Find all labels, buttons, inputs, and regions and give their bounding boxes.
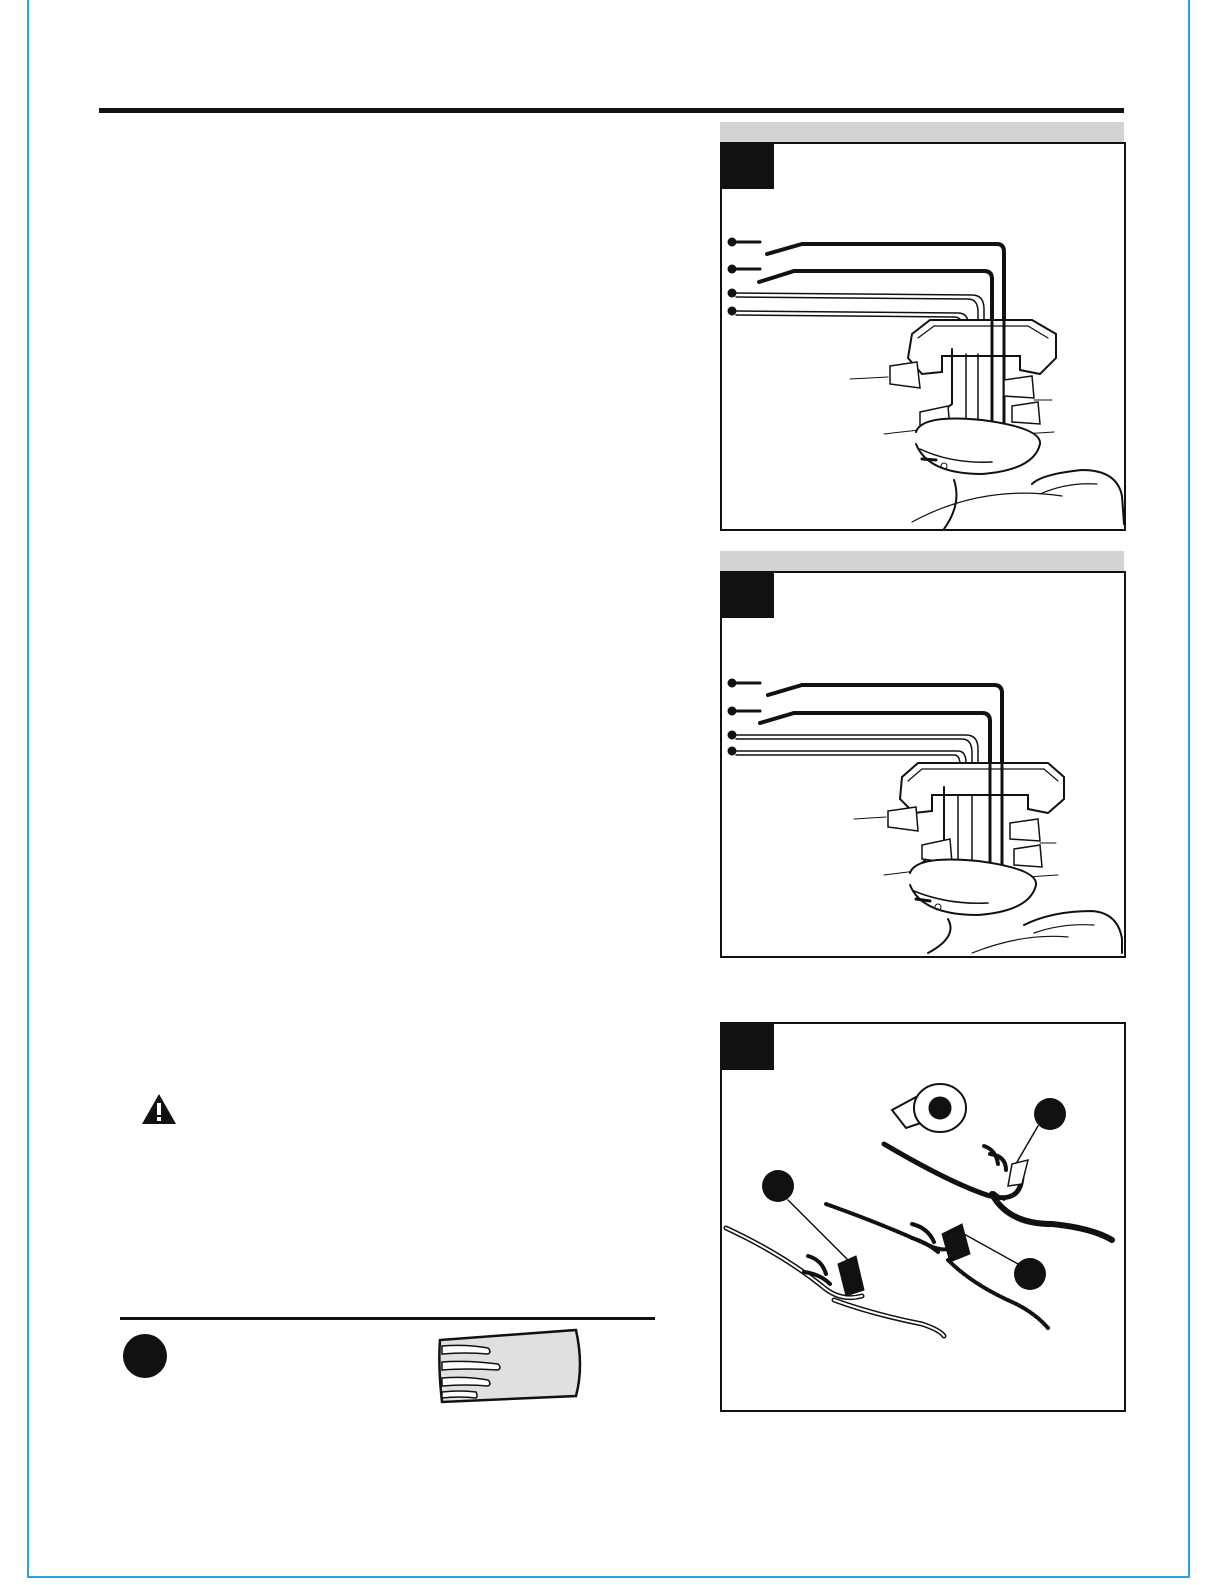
warning-triangle-icon bbox=[140, 1092, 178, 1126]
figure-header-bar bbox=[720, 122, 1124, 142]
wiring-figure-middle bbox=[720, 571, 1126, 958]
wire-connector-icon bbox=[436, 1326, 584, 1408]
hardware-section-rule bbox=[120, 1317, 655, 1320]
hardware-bullet-icon bbox=[123, 1334, 167, 1378]
ceiling-fan-wiring-diagram bbox=[722, 573, 1124, 956]
section-rule bbox=[99, 108, 1124, 113]
wiring-figure-top bbox=[720, 142, 1126, 531]
electrical-tape-icon bbox=[892, 1084, 966, 1132]
figure-header-bar bbox=[720, 551, 1124, 571]
ceiling-fan-wiring-diagram bbox=[722, 144, 1124, 529]
secure-connections-diagram bbox=[722, 1024, 1124, 1410]
wire-connector-figure bbox=[720, 1022, 1126, 1412]
